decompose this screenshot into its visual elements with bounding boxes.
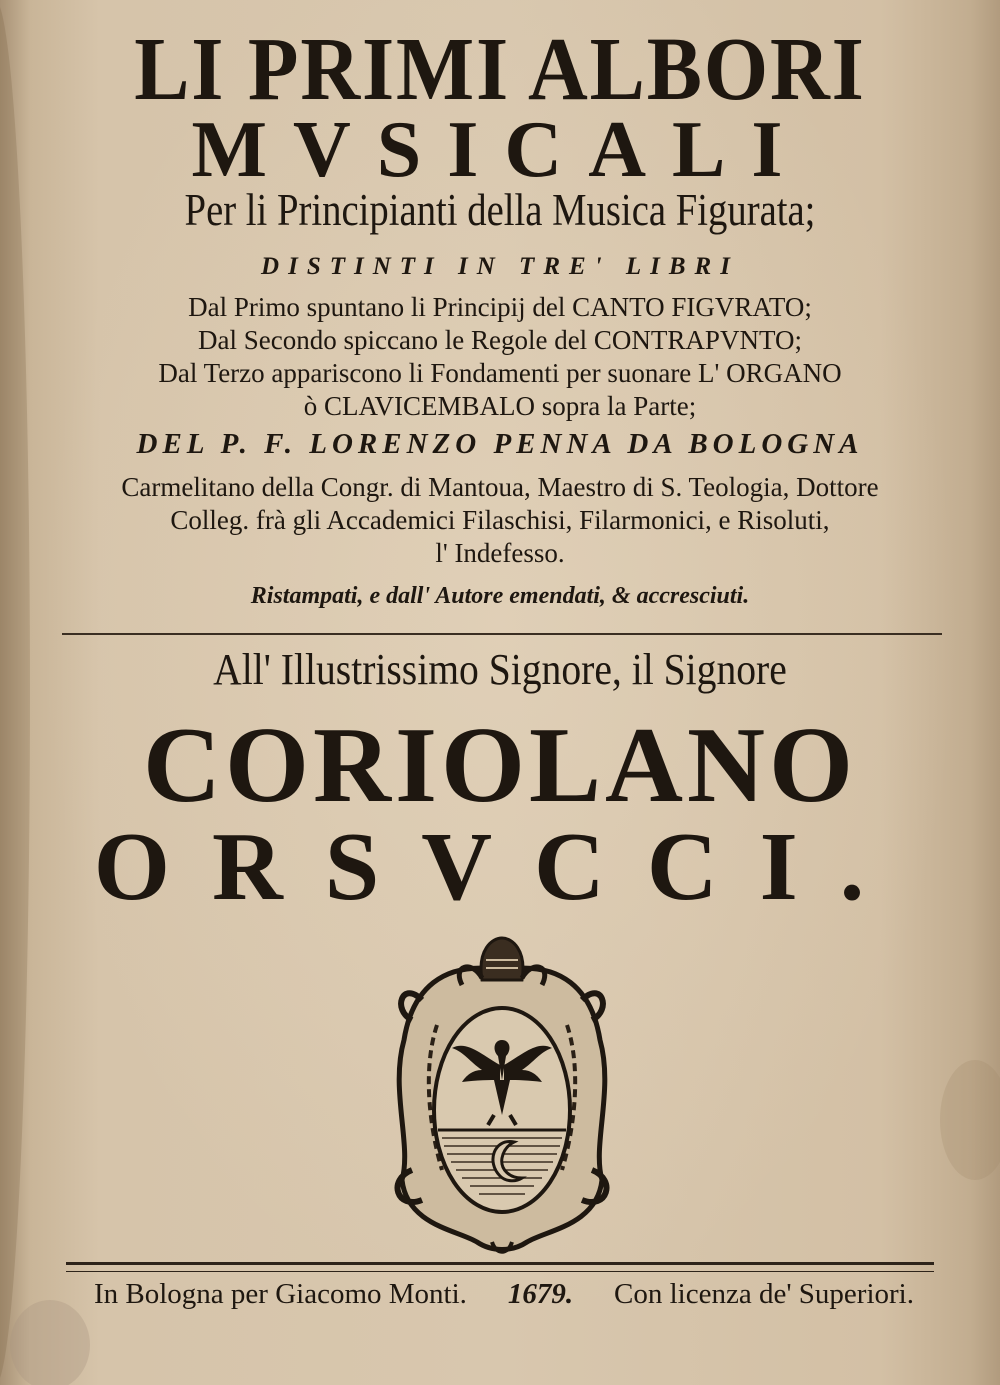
imprint-rule [66, 1262, 934, 1272]
imprint-year: 1679. [507, 1278, 574, 1310]
edition-note: Ristampati, e dall' Autore emendati, & accresciuti. [250, 583, 750, 609]
book-line-3: Dal Terzo appariscono li Fondamenti per suonare L' ORGANO [158, 358, 842, 388]
subtitle: Per li Principianti della Musica Figurata; [184, 185, 816, 235]
book-line-2: Dal Secondo spiccano le Regole del CONTRAPVNTO; [198, 325, 802, 355]
book-line-4: ò CLAVICEMBALO sopra la Parte; [303, 391, 697, 421]
imprint-license: Con licenza de' Superiori. [614, 1278, 914, 1310]
book-line-1: Dal Primo spuntano li Principij del CANTO FIGVRATO; [188, 292, 812, 322]
title-line-1: LI PRIMI ALBORI [134, 20, 866, 119]
books-heading: DISTINTI IN TRE' LIBRI [261, 253, 739, 280]
imprint-place: In Bologna per Giacomo Monti. [94, 1278, 467, 1310]
edge-shadow [0, 0, 30, 1385]
author-line-1: Carmelitano della Congr. di Mantoua, Maestro di S. Teologia, Dottore [121, 472, 879, 502]
author-line-2: Colleg. frà gli Accademici Filaschisi, Filarmonici, e Risoluti, [170, 505, 830, 535]
title-line-2: MVSICALI [191, 106, 809, 194]
corner-stain [10, 1300, 90, 1385]
divider-rule [62, 633, 942, 635]
dedication-line: All' Illustrissimo Signore, il Signore [213, 645, 787, 694]
author-line-3: l' Indefesso. [435, 538, 565, 568]
dedicatee-surname: ORSVCCI. [93, 813, 907, 921]
imprint [94, 1278, 914, 1311]
dedicatee-first-name: CORIOLANO [142, 706, 858, 825]
coat-of-arms-eagle-crescent-icon [382, 930, 622, 1260]
edge-stain [940, 1060, 1000, 1180]
author-name: DEL P. F. LORENZO PENNA DA BOLOGNA [136, 428, 864, 460]
